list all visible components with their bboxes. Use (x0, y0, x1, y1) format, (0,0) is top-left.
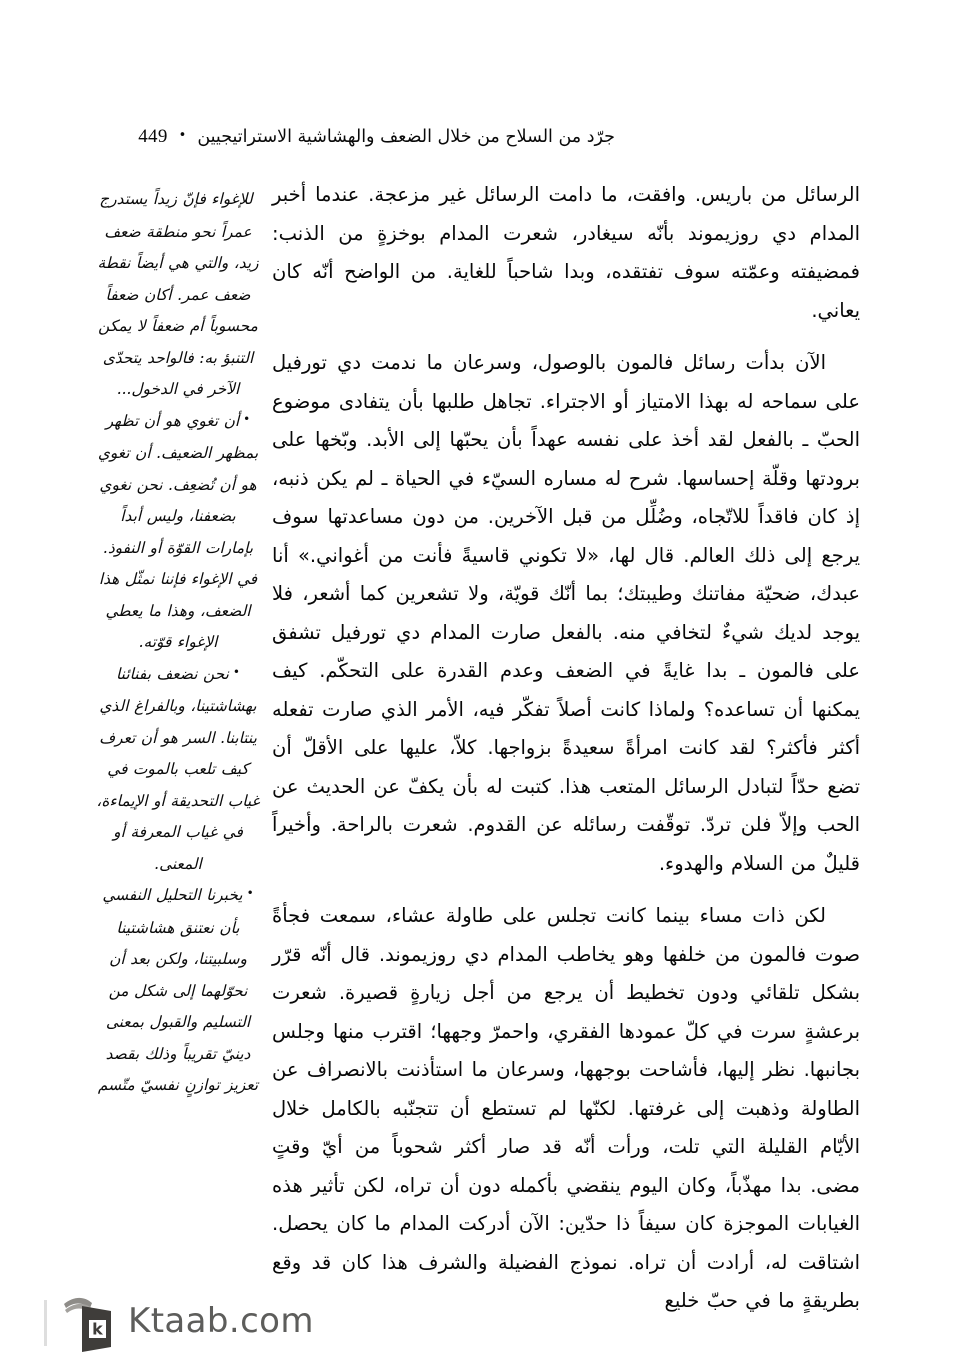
running-head-title: جرّد من السلاح من خلال الضعف والهشاشية الاستراتيجيين (197, 127, 615, 147)
margin-note-bullet: • (232, 664, 240, 679)
margin-note-text: أن تغوي هو أن تظهر بمظهر الضعيف. أن تغوي هو أن تُضعِف. نحن نغوي بضعفنا، وليس أبداً بإمارات القوّة أو النفوذ. في الإغواء فإننا نمثّل هذا الضعف، وهذا ما يعطي الإغواء قوّته. (97, 411, 259, 651)
svg-text:k: k (92, 1319, 103, 1339)
body-paragraph: الآن بدأت رسائل فالمون بالوصول، وسرعان ما ندمت دي تورفيل على سماحه له بهذا الامتياز أو الاجتراء. تجاهل طلبها بأن يتفادى موضوع الحبّ ـ بالفعل لقد أخذ على نفسه عهداً بأن يحبّها إلى الأبد. وبّخها على برودتها وقلّة إحساسها. شرح له مساره السيّء في الحياة ـ لم يكن ذنبه، إذ كان فاقداً للاتّجاه، وضُلِّل من قبل الآخرين. من دون مساعدتها سوف يرجع إلى ذلك العالم. قال لها، «لا تكوني قاسيةً فأنت من أغواني.» أنا عبدك، ضحيّة مفاتنك وطيبتك؛ بما أنّك قويّة، ولا تشعرين كما أشعر، فلا يوجد لديك شيءٌ لتخافي منه. بالفعل صارت المدام دي تورفيل تشفق على فالمون ـ بدا غايةً في الضعف وعدم القدرة على التحكّم. كيف يمكنها أن تساعده؟ ولماذا كانت أصلاً تفكّر فيه، الأمر الذي صارت تفعله أكثر فأكثر؟ لقد كانت امرأةً سعيدةً بزواجها. كلاّ، عليها على الأقلّ أن تضع حدّاً لتبادل الرسائل المتعب هذا. كتبت له بأن يكفّ عن الحديث عن الحب وإلاّ فلن تردّ. توقّفت رسائله عن القدوم. شعرت بالراحة. وأخيراً قليلٌ من السلام والهدوء. (272, 351, 860, 875)
scan-edge-artifact (44, 1300, 47, 1346)
margin-note (95, 659, 261, 881)
main-text-column (272, 176, 860, 1321)
margin-note-bullet: • (243, 411, 251, 426)
watermark (62, 1290, 314, 1352)
running-head (0, 126, 955, 156)
margin-note-text: للإغواء فإنّ زيداً يستدرج عمراً نحو منطقة ضعف زيد، والتي هي أيضاً نقطة ضعف عمر. أكان ضعفاً محسوباً أم ضعفاً لا يمكن التنبؤ به: فالواحد يتحدّى الآخر في الدخول... (97, 190, 259, 398)
margin-note-text: نحن نضعف بفنائنا بهشاشتينا، وبالفراغ الذي ينتابنا. السر هو أن تعرف كيف تلعب بالموت في غياب التحديقة أو الإيماءة، في غياب المعرفة أو المعنى. (96, 664, 260, 873)
watermark-text: Ktaab.com (128, 1301, 314, 1341)
body-paragraph: الرسائل من باريس. وافقت، ما دامت الرسائل غير مزعجة. عندما أخبر المدام دي روزيموند بأنّه سيغادر، شعرت المدام بوخزةٍ من الذنب: فمضيفته وعمّته سوف تفتقده، وبدا شاحباً للغاية. من الواضح أنّه كان يعاني. (272, 183, 860, 322)
body-paragraph: لكن ذات مساء بينما كانت تجلس على طاولة عشاء، سمعت فجأةً صوت فالمون من خلفها وهو يخاطب المدام دي روزيموند. قال أنّه قرّر بشكل تلقائي ودون تخطيط أن يرجع من أجل زيارةٍ قصيرة. شعرت برعشةٍ سرت في كلّ عمودها الفقري، واحمرّ وجهها؛ اقترب منها وجلس بجانبها. نظر إليها، فأشاحت بوجهها، وسرعان ما استأذنت بالانصراف عن الطاولة وذهبت إلى غرفتها. لكنّها لم تستطع أن تتجنّبه بالكامل خلال الأيّام القليلة التي تلت، ورأت أنّه قد صار أكثر شحوباً من أيّ وقتٍ مضى. بدا مهذّباً، وكان اليوم ينقضي بأكمله دون أن تراه، لكن تأثير هذه الغيابات الموجزة كان سيفاً ذا حدّين: الآن أدركت المدام ما كان يحصل. اشتاقت له، أرادت أن تراه. نموذج الفضيلة والشرف هذا كان قد وقع بطريقةٍ ما في حبّ خليع (272, 904, 860, 1312)
margin-note (95, 406, 261, 659)
book-logo-icon (62, 1290, 114, 1352)
margin-note (95, 184, 261, 406)
margin-note-bullet (253, 190, 257, 204)
margin-note-text: يخبرنا التحليل النفسي بأن نعتنق هشاشتينا وسلبيتنا، ولكن بعد أن نحوّلهما إلى شكل من التسليم والقبول بمعنى دينيّ تقريباً وذلك بقصد تعزيز توازنٍ نفسيّ متّسم (97, 886, 259, 1094)
running-head-separator-dot: • (178, 128, 187, 143)
margin-note (95, 880, 261, 1102)
page-number: 449 (138, 126, 168, 147)
margin-notes-column (95, 184, 261, 1102)
margin-note-bullet: • (246, 886, 254, 900)
page-body (95, 176, 860, 1312)
